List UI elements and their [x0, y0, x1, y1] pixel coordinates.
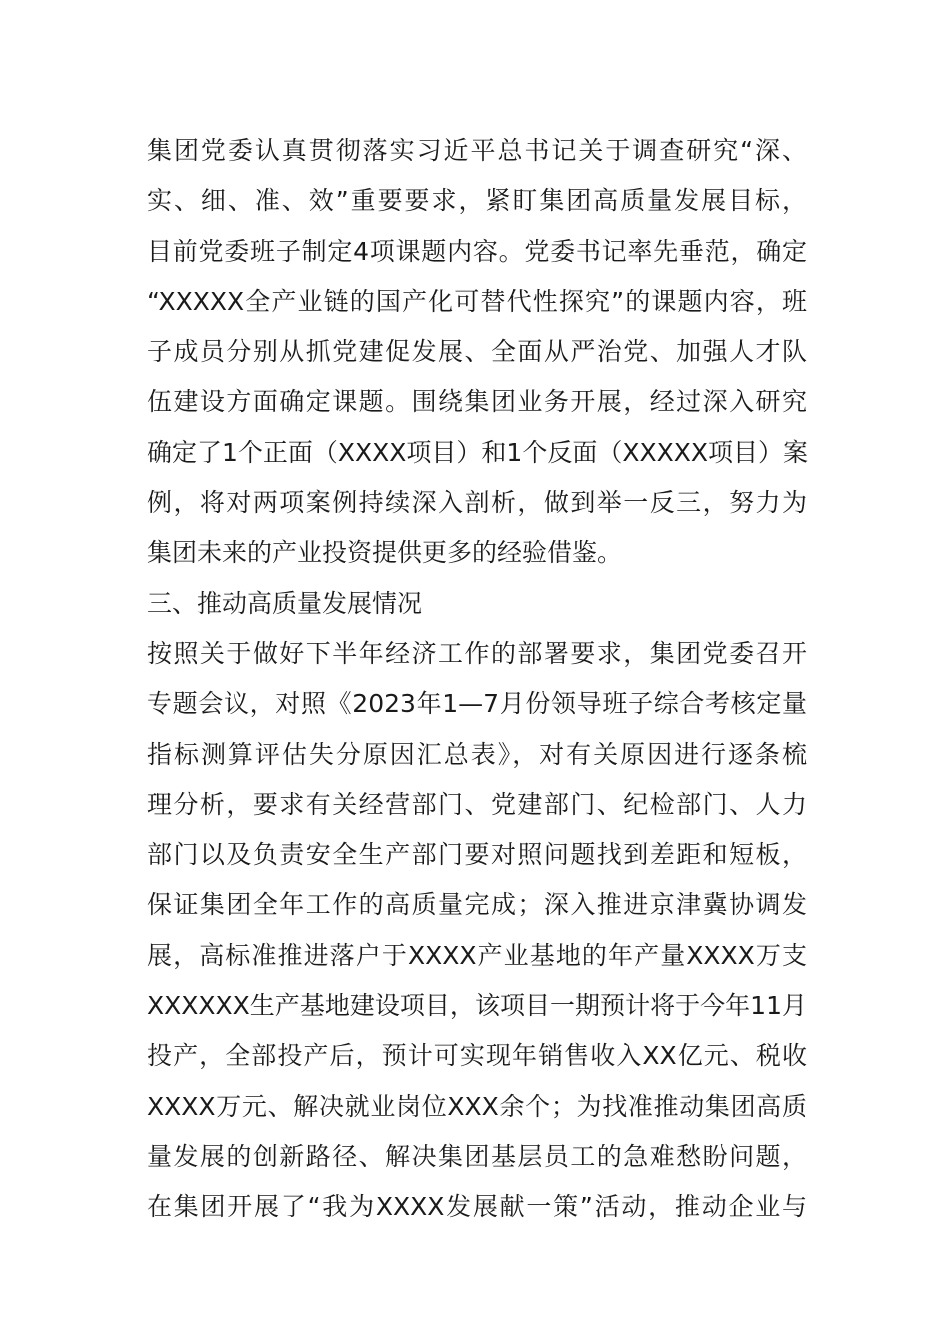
- paragraph-line: 专题会议，对照《2023年1—7月份领导班子综合考核定量: [147, 689, 807, 719]
- paragraph-line: 例，将对两项案例持续深入剖析，做到举一反三，努力为: [147, 488, 807, 518]
- paragraph-line: 目前党委班子制定4项课题内容。党委书记率先垂范，确定: [147, 236, 807, 266]
- paragraph-line: 伍建设方面确定课题。围绕集团业务开展，经过深入研究: [147, 387, 807, 417]
- paragraph-line: XXXX万元、解决就业岗位XXX余个；为找准推动集团高质: [147, 1091, 807, 1121]
- paragraph-line: 保证集团全年工作的高质量完成；深入推进京津冀协调发: [147, 890, 807, 920]
- paragraph-2: [147, 629, 807, 1233]
- paragraph-line: 在集团开展了“我为XXXX发展献一策”活动，推动企业与: [147, 1192, 807, 1222]
- paragraph-line: “XXXXX全产业链的国产化可替代性探究”的课题内容，班: [147, 286, 807, 316]
- paragraph-1: [147, 126, 807, 579]
- paragraph-line: XXXXXX生产基地建设项目，该项目一期预计将于今年11月: [147, 991, 807, 1021]
- paragraph-line: 集团未来的产业投资提供更多的经验借鉴。: [147, 538, 623, 568]
- paragraph-line: 实、细、准、效”重要要求，紧盯集团高质量发展目标，: [147, 186, 807, 216]
- paragraph-line: 展，高标准推进落户于XXXX产业基地的年产量XXXX万支: [147, 940, 807, 970]
- paragraph-line: 指标测算评估失分原因汇总表》，对有关原因进行逐条梳: [147, 739, 807, 769]
- section-heading: 三、推动高质量发展情况: [147, 588, 423, 618]
- paragraph-line: 部门以及负责安全生产部门要对照问题找到差距和短板，: [147, 840, 807, 870]
- paragraph-line: 理分析，要求有关经营部门、党建部门、纪检部门、人力: [147, 789, 807, 819]
- paragraph-line: 确定了1个正面（XXXX项目）和1个反面（XXXXX项目）案: [147, 437, 808, 467]
- paragraph-line: 按照关于做好下半年经济工作的部署要求，集团党委召开: [147, 638, 807, 668]
- paragraph-line: 子成员分别从抓党建促发展、全面从严治党、加强人才队: [147, 337, 807, 367]
- paragraph-line: 投产，全部投产后，预计可实现年销售收入XX亿元、税收: [147, 1041, 807, 1071]
- paragraph-line: 集团党委认真贯彻落实习近平总书记关于调查研究“深、: [147, 136, 807, 165]
- paragraph-line: 量发展的创新路径、解决集团基层员工的急难愁盼问题，: [147, 1141, 807, 1171]
- document-body: [147, 126, 807, 1233]
